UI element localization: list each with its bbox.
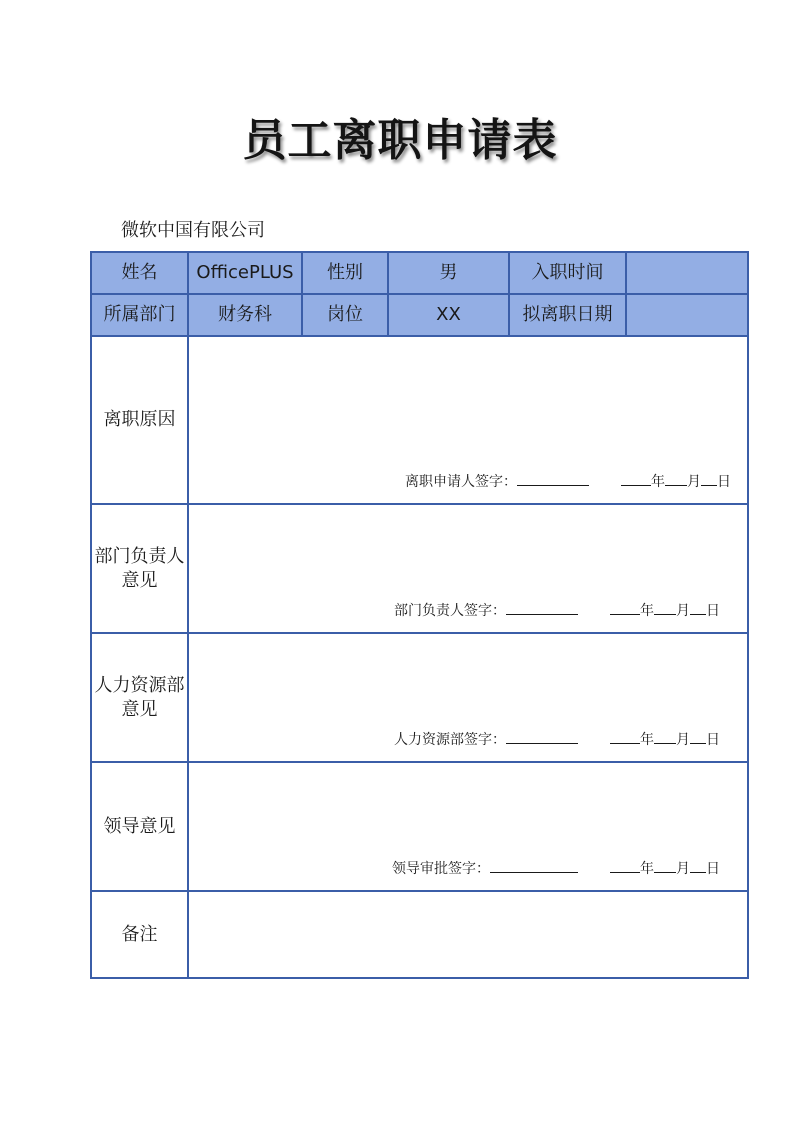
day-blank[interactable]	[701, 471, 717, 486]
hire-date-value[interactable]	[626, 252, 748, 294]
remarks-label: 备注	[91, 891, 188, 978]
dept-signature-label: 部门负责人签字：	[394, 603, 506, 619]
signature-blank[interactable]	[517, 471, 589, 486]
hr-opinion-area[interactable]	[188, 633, 748, 762]
section-reason	[91, 336, 748, 504]
day-unit: 日	[706, 732, 720, 748]
month-unit: 月	[676, 861, 690, 877]
hr-signature-line	[394, 728, 720, 752]
department-label: 所属部门	[91, 294, 188, 336]
day-unit: 日	[717, 474, 731, 490]
year-unit: 年	[640, 732, 654, 748]
section-hr-opinion	[91, 633, 748, 762]
year-unit: 年	[640, 603, 654, 619]
dept-signature-line	[394, 599, 720, 623]
reason-area[interactable]	[188, 336, 748, 504]
year-unit: 年	[651, 474, 665, 490]
position-value[interactable]: XX	[388, 294, 509, 336]
signature-blank[interactable]	[490, 858, 578, 873]
department-value[interactable]: 财务科	[188, 294, 302, 336]
remarks-area[interactable]	[188, 891, 748, 978]
resignation-form-table	[90, 251, 749, 979]
month-blank[interactable]	[654, 600, 676, 615]
reason-label: 离职原因	[91, 336, 188, 504]
month-blank[interactable]	[654, 729, 676, 744]
year-blank[interactable]	[621, 471, 651, 486]
name-label: 姓名	[91, 252, 188, 294]
hire-date-label: 入职时间	[509, 252, 626, 294]
day-blank[interactable]	[690, 858, 706, 873]
section-leader-opinion	[91, 762, 748, 891]
leave-date-value[interactable]	[626, 294, 748, 336]
month-blank[interactable]	[654, 858, 676, 873]
leader-signature-line	[392, 857, 720, 881]
info-row-2	[91, 294, 748, 336]
gender-label: 性别	[302, 252, 388, 294]
company-name: 微软中国有限公司	[121, 220, 265, 241]
applicant-signature-line	[405, 470, 731, 494]
dept-opinion-area[interactable]	[188, 504, 748, 633]
month-unit: 月	[676, 603, 690, 619]
leader-signature-label: 领导审批签字：	[392, 861, 490, 877]
hr-opinion-label: 人力资源部意见	[91, 633, 188, 762]
section-remarks	[91, 891, 748, 978]
day-unit: 日	[706, 861, 720, 877]
day-unit: 日	[706, 603, 720, 619]
day-blank[interactable]	[690, 600, 706, 615]
year-blank[interactable]	[610, 600, 640, 615]
info-row-1	[91, 252, 748, 294]
day-blank[interactable]	[690, 729, 706, 744]
month-blank[interactable]	[665, 471, 687, 486]
gender-value[interactable]: 男	[388, 252, 509, 294]
signature-blank[interactable]	[506, 600, 578, 615]
name-value[interactable]: OfficePLUS	[188, 252, 302, 294]
position-label: 岗位	[302, 294, 388, 336]
dept-opinion-label: 部门负责人意见	[91, 504, 188, 633]
month-unit: 月	[687, 474, 701, 490]
leader-opinion-label: 领导意见	[91, 762, 188, 891]
section-dept-opinion	[91, 504, 748, 633]
applicant-signature-label: 离职申请人签字：	[405, 474, 517, 490]
leader-opinion-area[interactable]	[188, 762, 748, 891]
form-title: 员工离职申请表	[242, 115, 558, 166]
year-blank[interactable]	[610, 858, 640, 873]
year-blank[interactable]	[610, 729, 640, 744]
hr-signature-label: 人力资源部签字：	[394, 732, 506, 748]
leave-date-label: 拟离职日期	[509, 294, 626, 336]
year-unit: 年	[640, 861, 654, 877]
month-unit: 月	[676, 732, 690, 748]
signature-blank[interactable]	[506, 729, 578, 744]
